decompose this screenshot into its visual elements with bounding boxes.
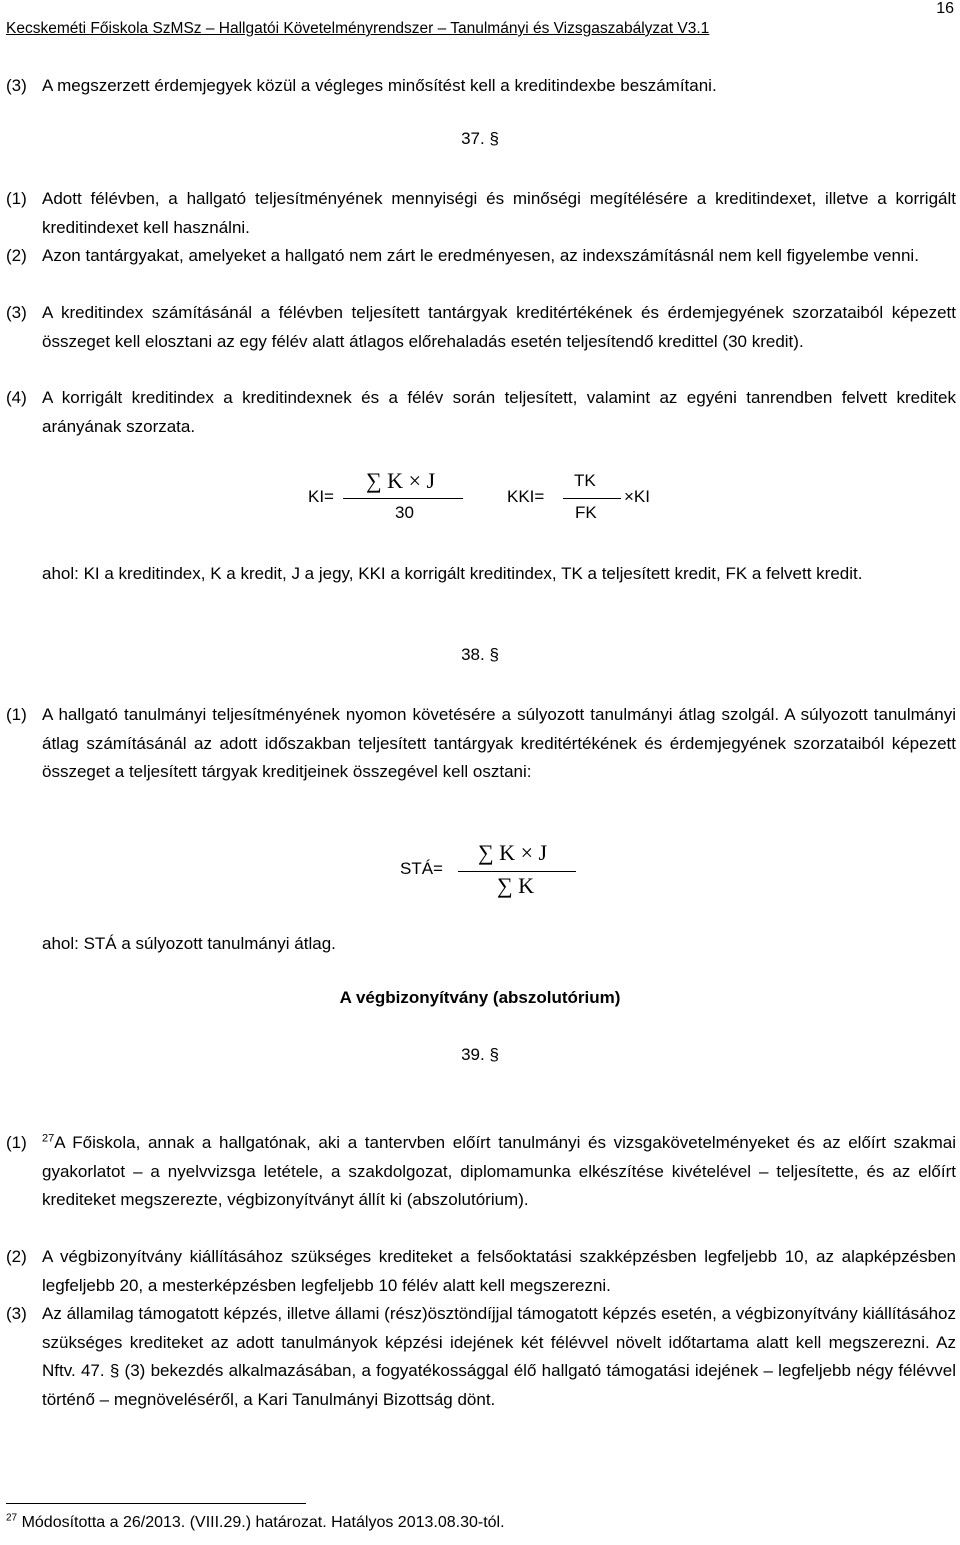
formula-multiplier: ×KI [624,487,650,506]
running-header: Kecskeméti Főiskola SzMSz – Hallgatói Követelményrendszer – Tanulmányi és Vizsgaszabályzat V3.1 [6,20,710,37]
section-37-paragraph-1 [6,185,956,242]
intro-paragraph [6,72,956,101]
section-38-title: 38. § [461,645,499,664]
paragraph-text: ahol: STÁ a súlyozott tanulmányi átlag. [42,934,336,953]
paragraph-number: (1) [6,1133,27,1152]
formula-denominator: ∑ K [497,873,535,898]
section-38-paragraph-1 [6,701,956,787]
paragraph-text: A végbizonyítvány kiállításához szükséges krediteket a felsőoktatási szakképzésben legfeljebb 10, az alapképzésben legfeljebb 20, a mesterképzésben legfeljebb 10 félév alatt kell megszerezni. [42,1247,956,1295]
footnote-text: Módosította a 26/2013. (VIII.29.) határozat. Hatályos 2013.08.30-tól. [21,1514,505,1531]
paragraph-number: (4) [6,388,27,407]
fraction-bar [563,498,621,499]
formula-numerator: ∑ K × J [478,840,548,865]
formula-numerator: ∑ K × J [366,468,436,493]
footnote-reference[interactable]: 27 [42,1132,55,1145]
paragraph-text: A megszerzett érdemjegyek közül a végleges minősítést kell a kreditindexbe beszámítani. [42,76,717,95]
paragraph-number: (2) [6,1247,27,1266]
paragraph-number: (1) [6,705,27,724]
paragraph-number: (3) [6,303,27,322]
formula-label: STÁ= [400,859,443,878]
section-37-explanation [6,560,956,589]
formula-label: KKI= [507,487,545,506]
paragraph-text: A hallgató tanulmányi teljesítményének nyomon követésére a súlyozott tanulmányi átlag szolgál. A súlyozott tanulmányi átlag számításánál az adott időszakban teljesített tantárgyak kreditértékének és érdemjegyének szorzataiból képezett összeget a teljesített tárgyak kreditjeinek összegével kell osztani: [42,705,956,781]
section-37-paragraph-4 [6,384,956,441]
paragraph-text: ahol: KI a kreditindex, K a kredit, J a jegy, KKI a korrigált kreditindex, TK a teljesített kredit, FK a felvett kredit. [42,564,863,583]
paragraph-number: (1) [6,189,27,208]
paragraph-text: Adott félévben, a hallgató teljesítményének mennyiségi és minőségi megítélésére a kreditindexet, illetve a korrigált kreditindexet kell használni. [42,189,956,237]
footnote-separator [6,1503,306,1504]
footnote-number: 27 [6,1512,18,1524]
footnote [6,1514,505,1532]
paragraph-text: A korrigált kreditindex a kreditindexnek és a félév során teljesített, valamint az egyéni tanrendben felvett kreditek arányának szorzata. [42,388,956,436]
section-39-paragraph-1 [6,1129,956,1215]
paragraph-text: Azon tantárgyakat, amelyeket a hallgató nem zárt le eredményesen, az indexszámításnál nem kell figyelembe venni. [42,246,919,265]
section-39-paragraph-3 [6,1300,956,1414]
section-39-title: 39. § [461,1045,499,1064]
fraction-bar [343,498,463,499]
paragraph-text: Az államilag támogatott képzés, illetve állami (rész)ösztöndíjjal támogatott képzés esetén, a végbizonyítvány kiállításához szükséges krediteket az adott tanulmányok képzési idejének két félévvel növelt időtartama alatt kell megszerezni. Az Nftv. 47. § (3) bekezdés alkalmazásában, a fogyatékossággal élő hallgató támogatási idejének – legfeljebb négy félévvel történő – megnöveléséről, a Kari Tanulmányi Bizottság dönt. [42,1304,956,1409]
section-37-paragraph-3 [6,299,956,356]
paragraph-number: (2) [6,246,27,265]
formula-denominator: FK [575,503,597,522]
section-37-title: 37. § [461,129,499,148]
paragraph-number: (3) [6,76,27,95]
formula-denominator: 30 [395,503,414,522]
formula-label: KI= [308,487,334,506]
paragraph-text: A kreditindex számításánál a félévben teljesített tantárgyak kreditértékének és érdemjegyének szorzataiból képezett összeget kell elosztani az egy félév alatt átlagos előrehaladás esetén teljesítendő kredittel (30 kredit). [42,303,956,351]
section-38-explanation [6,930,956,959]
section-39-paragraph-2 [6,1243,956,1300]
section-37-paragraph-2 [6,242,956,271]
paragraph-number: (3) [6,1304,27,1323]
formula-numerator: TK [574,471,596,490]
absolutorium-heading: A végbizonyítvány (abszolutórium) [339,988,621,1007]
page-number: 16 [936,0,954,17]
fraction-bar [458,871,576,872]
paragraph-text: A Főiskola, annak a hallgatónak, aki a tantervben előírt tanulmányi és vizsgakövetelményeket és az előírt szakmai gyakorlatot – a nyelvvizsga letétele, a szakdolgozat, diplomamunka elkészítése kivételével – teljesítette, és az előírt krediteket megszerezte, végbizonyítványt állít ki (abszolutórium). [42,1133,956,1209]
